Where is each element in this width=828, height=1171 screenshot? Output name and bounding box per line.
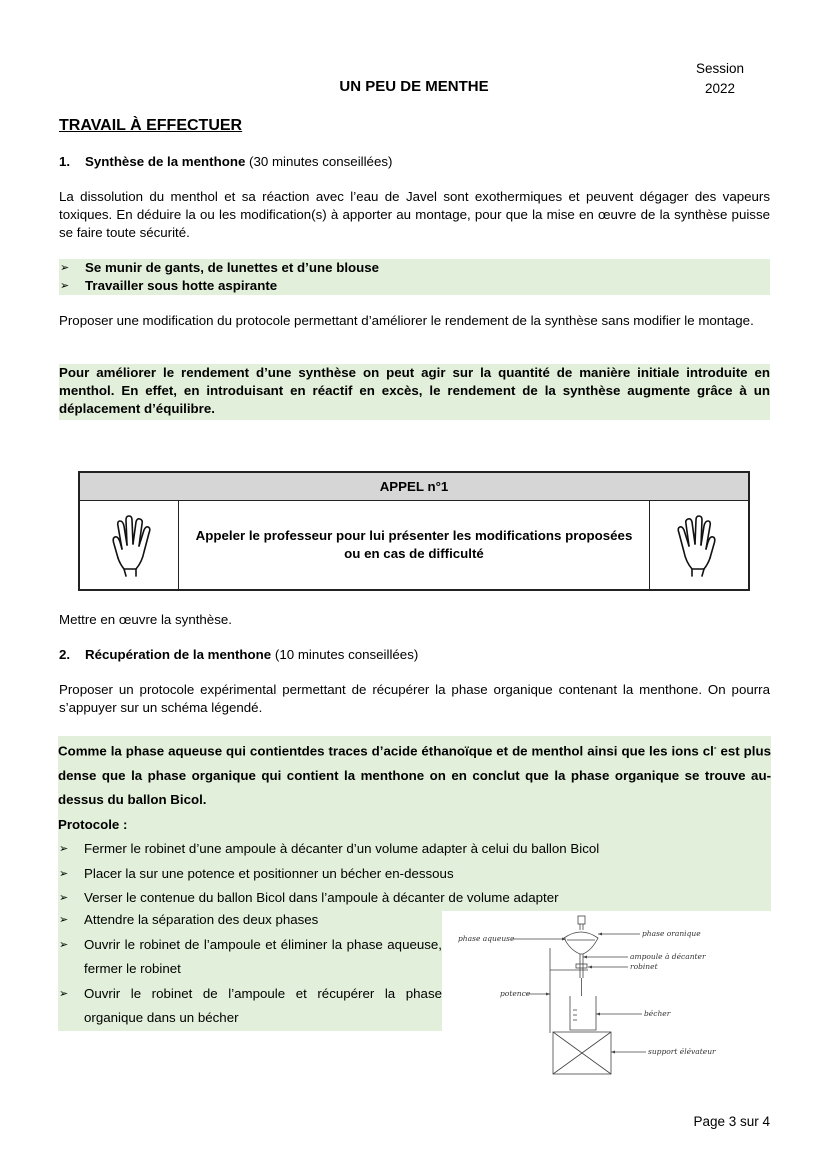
label-robinet: robinet — [630, 962, 658, 971]
arrow-bullet-icon: ➢ — [59, 938, 69, 951]
answer1-text: Travailler sous hotte aspirante — [85, 278, 278, 293]
call-box — [78, 471, 750, 591]
part2-title: Récupération de la menthone — [85, 647, 272, 662]
session-text: Session — [695, 61, 744, 76]
session-year: 2022 — [704, 81, 735, 96]
protocol-steps — [58, 837, 771, 911]
label-ampoule: ampoule à décanter — [630, 952, 706, 961]
answer1-text: Se munir de gants, de lunettes et d’une blouse — [85, 260, 380, 275]
funnel-body — [564, 932, 598, 954]
hand-icon — [104, 514, 154, 578]
label-becher: bécher — [644, 1009, 671, 1018]
protocol-step-text: Ouvrir le robinet de l’ampoule et récupérer la phase organique dans un bécher — [84, 985, 442, 1025]
document-title: UN PEU DE MENTHE — [339, 78, 489, 95]
part1-heading — [59, 153, 770, 171]
part1-duration: (30 minutes conseillées) — [249, 154, 393, 169]
hand-icon — [674, 514, 724, 578]
protocol-step — [58, 982, 442, 1031]
protocol-step — [58, 933, 442, 982]
call-text — [180, 501, 648, 589]
protocol-step-text: Attendre la séparation des deux phases — [84, 912, 319, 927]
separatory-funnel-diagram — [452, 908, 752, 1080]
answer1-item — [59, 259, 770, 277]
part2-number: 2. — [59, 647, 71, 662]
answer1-item — [59, 277, 770, 295]
protocol-step-text: Fermer le robinet d’une ampoule à décanter d’un volume adapter à celui du ballon Bicol — [84, 841, 600, 857]
protocol-step-text: Placer la sur une potence et positionner un bécher en-dessous — [84, 865, 454, 881]
protocol-label: Protocole : — [58, 816, 128, 832]
part1-answer1 — [59, 259, 770, 295]
part2-question: Proposer un protocole expérimental permettant de récupérer la phase organique contenant la menthone. On pourra s’appuyer sur un schéma légendé. — [59, 682, 770, 715]
call-text-line2: ou en cas de difficulté — [344, 546, 484, 561]
protocol-step — [58, 837, 771, 862]
part1-number: 1. — [59, 154, 71, 169]
call-right-cell — [649, 501, 748, 589]
arrow-bullet-icon: ➢ — [60, 262, 70, 274]
call-title: APPEL n°1 — [80, 473, 748, 501]
stopcock — [576, 964, 587, 968]
answer-intro-part1: Comme la phase aqueuse qui contientdes traces d’acide éthanoïque et de menthol ainsi que les ions cl — [58, 743, 714, 759]
protocol-step-text: Verser le contenue du ballon Bicol dans l’ampoule à décanter de volume adapter — [84, 890, 559, 906]
label-potence: potence — [500, 989, 531, 998]
arrow-bullet-icon: ➢ — [59, 987, 69, 1000]
part1-question1: La dissolution du menthol et sa réaction avec l’eau de Javel sont exothermiques et peuvent dégager des vapeurs toxiques. En déduire la ou les modification(s) à apporter au montage, pour que la mise en œuvre de la synthèse puisse se faire toute sécurité. — [59, 189, 770, 240]
beaker — [570, 996, 596, 1030]
part2-heading — [59, 646, 770, 664]
page-number: Page 3 sur 4 — [693, 1114, 770, 1129]
protocol-step-text: Ouvrir le robinet de l’ampoule et éliminer la phase aqueuse, fermer le robinet — [84, 936, 442, 976]
call-text-line1: Appeler le professeur pour lui présenter les modifications proposées — [195, 528, 633, 543]
protocol-steps-continued — [58, 908, 442, 1031]
part1-title: Synthèse de la menthone — [85, 154, 246, 169]
section-title: TRAVAIL À EFFECTUER — [59, 117, 243, 134]
answer-intro-part2: est plus dense que la phase organique qui contient la menthone on en conclut que la phase organique se trouve au-dessus du ballon Bicol. — [58, 743, 771, 808]
arrow-bullet-icon: ➢ — [60, 280, 70, 292]
funnel-stopper — [578, 916, 585, 924]
answer-intro — [58, 736, 771, 813]
after-call-text: Mettre en œuvre la synthèse. — [59, 612, 232, 627]
label-support: support élévateur — [648, 1047, 716, 1056]
arrow-bullet-icon: ➢ — [59, 867, 69, 880]
arrow-bullet-icon: ➢ — [59, 892, 69, 905]
arrow-bullet-icon: ➢ — [59, 914, 69, 926]
protocol-step — [58, 908, 442, 933]
part1-question2: Proposer une modification du protocole permettant d’améliorer le rendement de la synthèse sans modifier le montage. — [59, 313, 754, 328]
label-phase-organique: phase oranique — [642, 929, 701, 938]
part2-answer — [58, 736, 771, 911]
part1-answer2: Pour améliorer le rendement d’une synthèse on peut agir sur la quantité de manière initiale introduite en menthol. En effet, en introduisant en réactif en excès, le rendement de la synthèse augmente grâce à un déplacement d’équilibre. — [59, 364, 770, 420]
call-left-cell — [80, 501, 179, 589]
arrow-bullet-icon: ➢ — [59, 843, 69, 856]
answer-intro-sup: - — [713, 743, 717, 752]
part2-duration: (10 minutes conseillées) — [274, 647, 419, 662]
protocol-step — [58, 862, 771, 887]
label-phase-aqueuse: phase aqueuse — [458, 934, 515, 943]
